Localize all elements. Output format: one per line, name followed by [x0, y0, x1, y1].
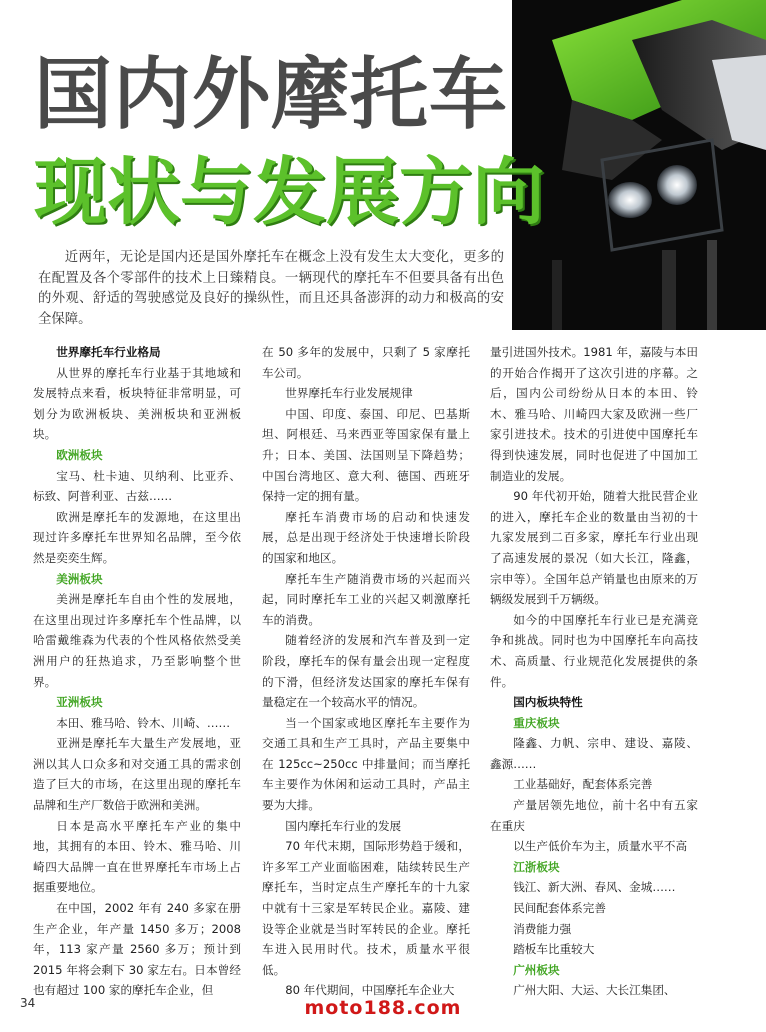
title-line-1: 国内外摩托车	[34, 50, 509, 140]
paragraph: 随着经济的发展和汽车普及到一定阶段，摩托车的保有量会出现一定程度的下滑，但经济发达国家的摩托车保有量稳定在一个较高水平的情况。	[262, 633, 470, 710]
heading-jiangzhe: 江浙板块	[513, 859, 560, 874]
paragraph: 宝马、杜卡迪、贝纳利、比亚乔、标致、阿普利亚、古兹……	[33, 468, 241, 504]
page-number: 34	[20, 996, 36, 1010]
paragraph: 消费能力强	[513, 921, 572, 936]
paragraph: 亚洲是摩托车大量生产发展地，亚洲以其人口众多和对交通工具的需求创造了巨大的市场，在这里出现的摩托车品牌和生产厂数倍于欧洲和美洲。	[33, 736, 241, 813]
column-1	[33, 342, 241, 1001]
heading-europe: 欧洲板块	[56, 447, 103, 462]
paragraph: 欧洲是摩托车的发源地，在这里出现过许多摩托车世界知名品牌，至今依然是奕奕生辉。	[33, 509, 241, 565]
paragraph: 量引进国外技术。1981 年，嘉陵与本田的开始合作揭开了这次引进的序幕。之后，国内公司纷纷从日本的本田、铃木、雅马哈、川崎四大家及欧洲一些厂家引进技术。技术的引进使中国摩托车得到快速发展，同时也促进了中国加工制造业的发展。	[490, 345, 698, 483]
heading-domestic-development: 国内摩托车行业的发展	[285, 818, 402, 833]
paragraph: 日本是高水平摩托车产业的集中地，其拥有的本田、铃木、雅马哈、川崎四大品牌一直在世界摩托车市场上占据重要地位。	[33, 818, 241, 895]
paragraph: 80 年代期间，中国摩托车企业大	[285, 983, 455, 998]
paragraph: 70 年代末期，国际形势趋于缓和，许多军工产业面临困难，陆续转民生产摩托车，当时定点生产摩托车的十九家中就有十三家是军转民企业。嘉陵、建设等企业就是当时军转民的企业。摩托车进入民用时代。技术，质量水平很低。	[262, 839, 470, 977]
motorcycle-illustration	[512, 0, 766, 330]
paragraph: 广州大阳、大运、大长江集团、	[513, 983, 676, 998]
column-3	[490, 342, 698, 1001]
paragraph: 产量居领先地位，前十名中有五家在重庆	[490, 798, 698, 833]
motorcycle-photo	[512, 0, 766, 330]
intro-text: 近两年，无论是国内还是国外摩托车在概念上没有发生太大变化，更多的在配置及各个零部件的技术上日臻精良。一辆现代的摩托车不但要具备有出色的外观、舒适的驾驶感觉及良好的操纵性，而且还具备澎湃的动力和极高的安全保障。	[38, 250, 504, 327]
heading-guangzhou: 广州板块	[513, 962, 560, 977]
title-line-2: 现状与发展方向	[34, 150, 545, 235]
paragraph: 在中国，2002 年有 240 多家在册生产企业，年产量 1450 多万；2008 年，113 家产量 2560 多万；预计到 2015 年将会剩下 30 家左右。日本曾经也有超过 100 家的摩托车企业，但	[33, 901, 241, 998]
heading-domestic-blocks: 国内板块特性	[513, 695, 583, 710]
heading-world-law: 世界摩托车行业发展规律	[285, 386, 413, 401]
heading-world-pattern: 世界摩托车行业格局	[56, 345, 161, 359]
paragraph: 以生产低价车为主，质量水平不高	[513, 839, 688, 854]
paragraph: 摩托车消费市场的启动和快速发展，总是出现于经济处于快速增长阶段的国家和地区。	[262, 509, 470, 565]
intro-paragraph	[38, 248, 504, 330]
paragraph: 美洲是摩托车自由个性的发展地，在这里出现过许多摩托车个性品牌，以哈雷戴维森为代表的个性风格依然受美洲用户的狂热追求，乃至影响整个世界。	[33, 592, 241, 689]
heading-america: 美洲板块	[56, 571, 103, 586]
footer-watermark: moto188.com	[304, 997, 462, 1019]
paragraph: 当一个国家或地区摩托车主要作为交通工具和生产工具时，产品主要集中在 125cc~250cc 中排量间；而当摩托车主要作为休闲和运动工具时，产品主要为大排。	[262, 715, 470, 813]
paragraph: 隆鑫、力帆、宗申、建设、嘉陵、鑫源……	[490, 736, 698, 771]
paragraph: 踏板车比重较大	[513, 942, 595, 957]
paragraph: 钱江、新大洲、春风、金城……	[513, 880, 676, 895]
paragraph: 在 50 多年的发展中，只剩了 5 家摩托车公司。	[262, 345, 470, 380]
paragraph: 摩托车生产随消费市场的兴起而兴起，同时摩托车工业的兴起又刺激摩托车的消费。	[262, 571, 470, 627]
heading-chongqing: 重庆板块	[513, 715, 560, 730]
paragraph: 本田、雅马哈、铃木、川崎、……	[56, 715, 231, 730]
paragraph: 民间配套体系完善	[513, 901, 606, 916]
paragraph: 工业基础好，配套体系完善	[513, 777, 653, 792]
paragraph: 从世界的摩托车行业基于其地域和发展特点来看，板块特征非常明显，可划分为欧洲板块、美洲板块和亚洲板块。	[33, 365, 241, 442]
paragraph: 中国、印度、泰国、印尼、巴基斯坦、阿根廷、马来西亚等国家保有量上升；日本、美国、法国则呈下降趋势；中国台湾地区、意大利、德国、西班牙保持一定的拥有量。	[262, 406, 470, 504]
heading-asia: 亚洲板块	[56, 695, 103, 710]
paragraph: 90 年代初开始，随着大批民营企业的进入，摩托车企业的数量由当初的十九家发展到二百多家，摩托车行业出现了高速发展的景况（如大长江，隆鑫，宗申等）。全国年总产销量也由原来的万辆级发展到千万辆级。	[490, 489, 698, 607]
column-2	[262, 342, 470, 1001]
paragraph: 如今的中国摩托车行业已是充满竞争和挑战。同时也为中国摩托车向高技术、高质量、行业规范化发展提供的条件。	[490, 612, 698, 689]
